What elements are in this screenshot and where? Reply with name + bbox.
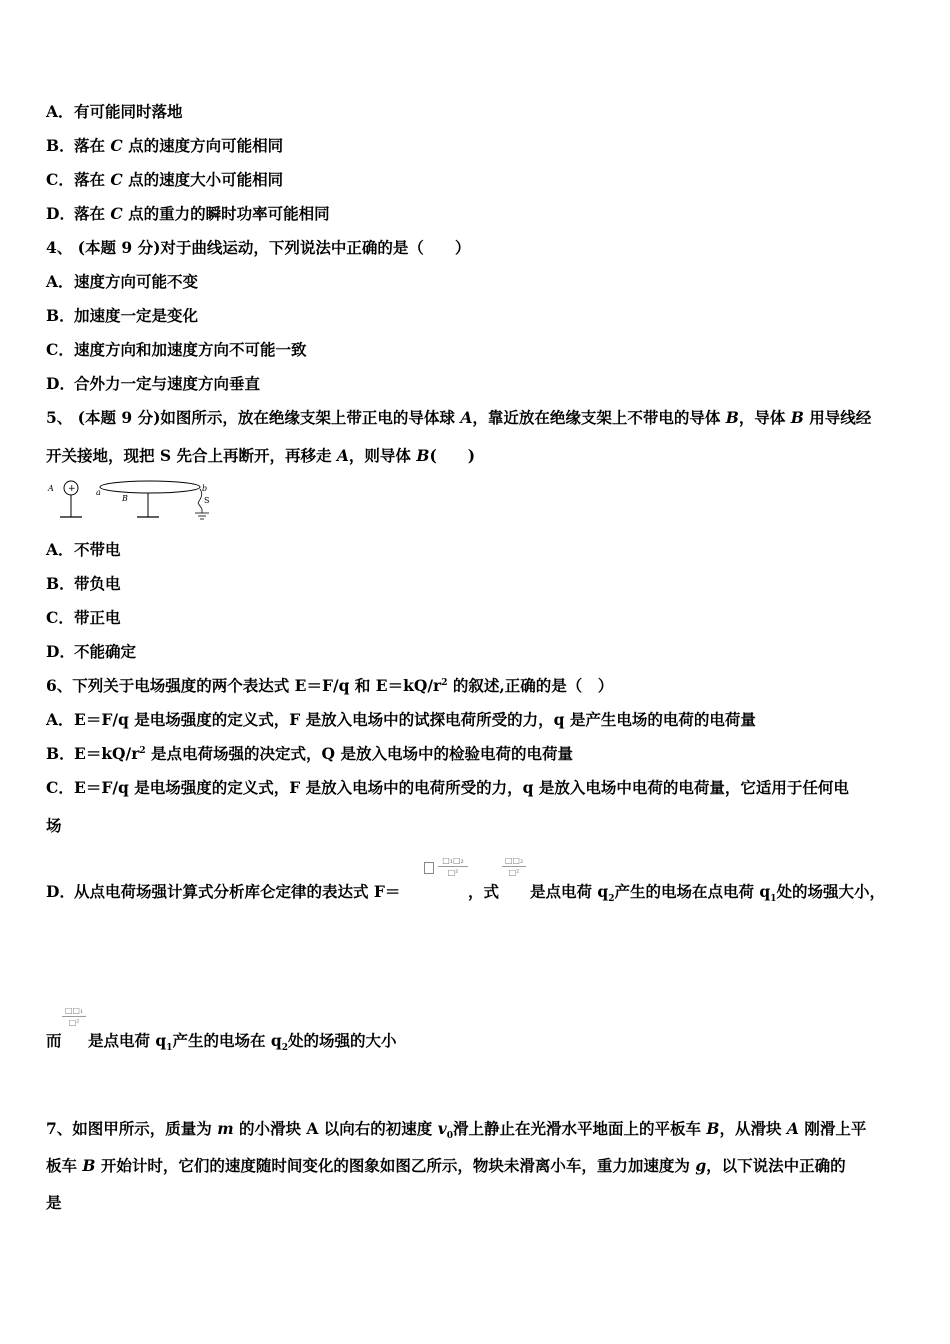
q3-option-b: B．落在 C 点的速度方向可能相同 [46,136,284,155]
q6-stem: 6、下列关于电场强度的两个表达式 E＝F/q 和 $E=kQ/r^2$ 的叙述,正确的是（ ） [46,676,614,695]
q6-option-d-line2-start: 而 [46,1031,62,1050]
q5-option-b: B．带负电 [46,574,121,593]
q5-option-d: D．不能确定 [46,642,137,661]
q4-option-d: D．合外力一定与速度方向垂直 [46,374,261,393]
fraction-kq2-r2: $\frac{\text{□□₂}}{\text{□²}}$ [502,856,526,877]
field-formula-image-1 [502,856,526,877]
figure-label-a-upper: A [48,484,54,493]
fraction-q1q2-r2: □₁□₂ □² [438,856,468,877]
q3-option-a: A．有可能同时落地 [46,102,183,121]
figure-label-b-lower: b [202,484,208,493]
q3-option-c: C．落在 C 点的速度大小可能相同 [46,170,284,189]
q3-option-d: D．落在 C 点的重力的瞬时功率可能相同 [46,204,330,223]
q7-stem-line3: 是 [46,1193,62,1212]
figure-label-b-upper: B [122,494,128,503]
q6-option-d-mid: ，式 [468,882,500,901]
q6-option-d-line2: 是点电荷 $q_1$产生的电场在 $q_2$处的场强的大小 [88,1031,397,1054]
q7-stem-line1: 7、如图甲所示，质量为 m 的小滑块 A 以向右的初速度 $v_0$滑上静止在光滑水平地面上的平板车 B，从滑块 A 刚滑上平 [46,1119,867,1142]
k-placeholder-icon [424,862,434,874]
q4-option-c: C．速度方向和加速度方向不可能一致 [46,340,307,359]
q5-stem-line2: 开关接地，现把 S 先合上再断开，再移走 A，则导体 B( ) [46,446,476,465]
q6-option-c-line2: 场 [46,816,62,835]
switch-s [198,503,202,509]
q5-stem-line1: 5、 (本题 9 分)如图所示，放在绝缘支架上带正电的导体球 A，靠近放在绝缘支架上不带电的导体 B，导体 B 用导线经 [46,408,872,427]
switch-label: S [204,496,210,505]
wire [198,489,202,503]
q4-option-a: A．速度方向可能不变 [46,272,199,291]
q5-option-c: C．带正电 [46,608,121,627]
q4-option-b: B．加速度一定是变化 [46,306,199,325]
field-formula-image-2 [62,1006,86,1027]
q6-option-d-tail: 是点电荷 $q_2$产生的电场在点电荷 $q_1$处的场强大小， [530,882,886,905]
plus-sign: + [68,484,76,494]
figure-label-a-lower: a [96,488,101,497]
conductor-b [100,481,200,493]
q6-option-c-line1: C．E＝F/q 是电场强度的定义式，F 是放入电场中的电荷所受的力，q 是放入电场中电荷的电荷量，它适用于任何电 [46,778,849,797]
q6-option-d-line1: D．从点电荷场强计算式分析库仑定律的表达式 F＝ [46,882,401,901]
q5-option-a: A．不带电 [46,540,121,559]
q7-stem-line2: 板车 B 开始计时，它们的速度随时间变化的图象如图乙所示，物块未滑离小车，重力加速度为 g，以下说法中正确的 [46,1156,846,1175]
q4-stem: 4、 (本题 9 分)对于曲线运动，下列说法中正确的是（ ） [46,238,471,257]
q5-figure [44,477,224,523]
q6-option-a: A．E＝F/q 是电场强度的定义式，F 是放入电场中的试探电荷所受的力，q 是产生电场的电荷的电荷量 [46,710,756,729]
q6-option-b: B．$E=kQ/r^2$ 是点电荷场强的决定式，Q 是放入电场中的检验电荷的电荷量 [46,744,573,763]
fraction-kq1-r2: $\frac{\text{□□₁}}{\text{□²}}$ [62,1006,86,1027]
